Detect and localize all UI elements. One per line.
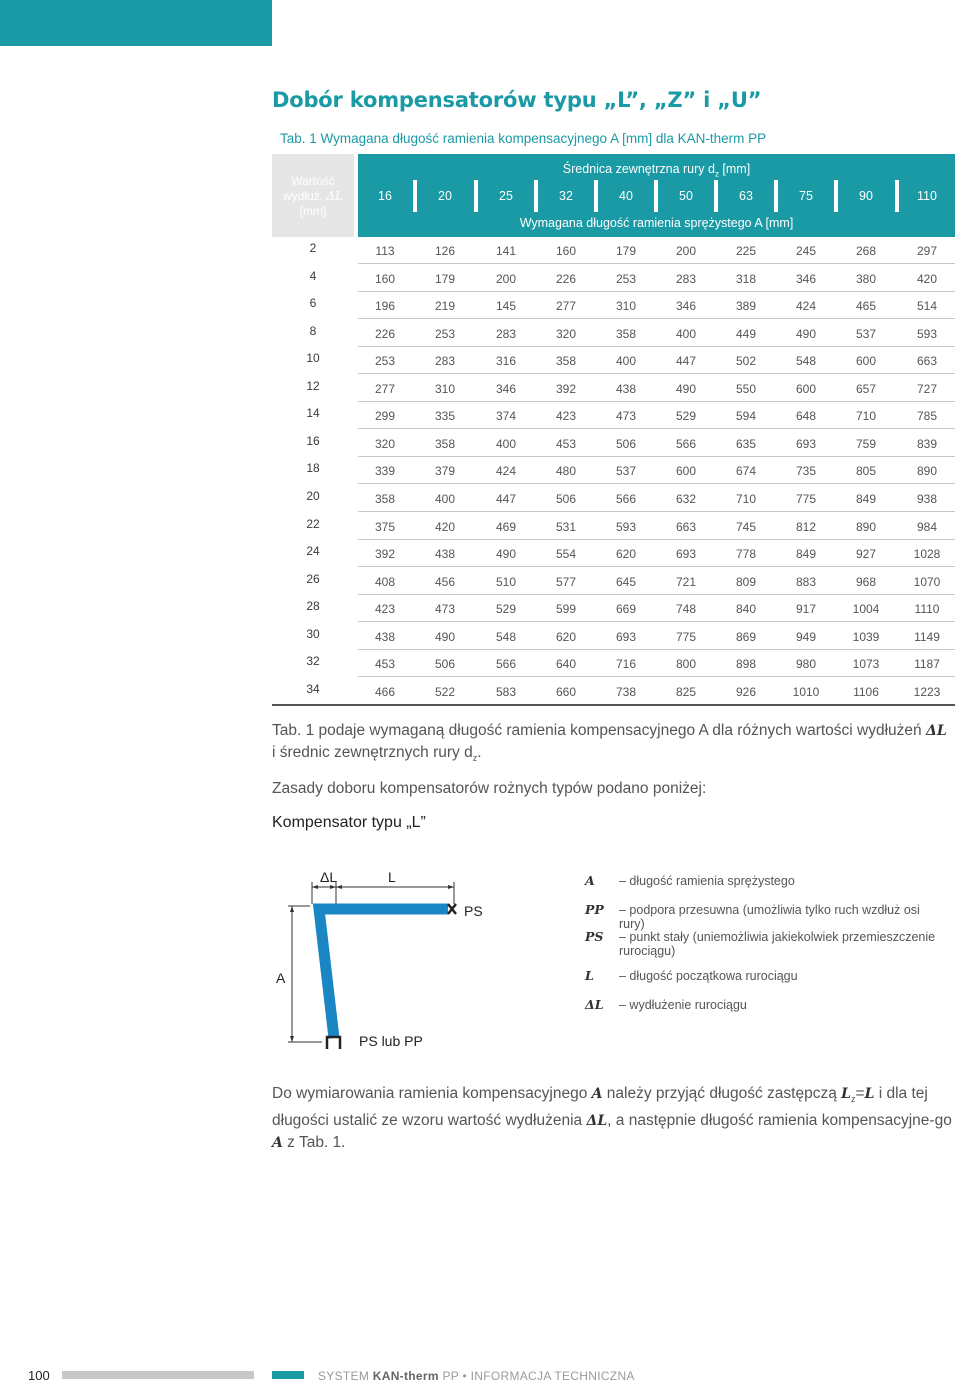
table-cell: 490 (434, 629, 456, 644)
row-header-line2: wydłuż. ΔL (283, 189, 343, 203)
table-cell: 840 (735, 602, 757, 617)
page-number: 100 (28, 1368, 50, 1383)
table-cell: 735 (795, 464, 817, 479)
row-label: 4 (309, 268, 317, 283)
footer-text: SYSTEM KAN-therm PP • INFORMACJA TECHNICZNA (318, 1369, 635, 1383)
table-cell: 420 (434, 519, 456, 534)
table-cell: 200 (495, 271, 517, 286)
table-cell: 253 (615, 271, 637, 286)
table-cell: 583 (495, 684, 517, 699)
table-cell: 721 (675, 574, 697, 589)
legend-item (585, 930, 955, 960)
row-divider (358, 621, 955, 622)
table-cell: 310 (615, 299, 637, 314)
table-cell: 620 (615, 547, 637, 562)
table-cell: 473 (615, 409, 637, 424)
row-divider (358, 649, 955, 650)
table-cell: 800 (675, 657, 697, 672)
table-cell: 663 (675, 519, 697, 534)
table-cell: 1010 (792, 684, 820, 699)
table-cell: 632 (675, 491, 697, 506)
table-cell: 635 (735, 436, 757, 451)
table-cell: 318 (735, 271, 757, 286)
footer-gray-bar (62, 1371, 254, 1379)
row-divider (358, 566, 955, 567)
table-cell: 179 (615, 244, 637, 258)
l-compensator-diagram (272, 860, 572, 1060)
table-cell: 316 (495, 354, 517, 369)
header-separator (834, 180, 838, 212)
table-cell: 438 (434, 547, 456, 562)
table-cell: 480 (555, 464, 577, 479)
row-divider (358, 483, 955, 484)
table-cell: 1223 (913, 684, 941, 699)
table-cell: 968 (855, 574, 877, 589)
header-separator (774, 180, 778, 212)
table-cell: 1149 (914, 629, 940, 644)
table-cell: 898 (735, 657, 757, 672)
arm-length-header: Wymagana długość ramienia sprężystego A [mm] (519, 216, 794, 230)
table-cell: 456 (434, 574, 456, 589)
table-cell: 514 (916, 299, 938, 314)
table-cell: 645 (615, 574, 637, 589)
row-divider (358, 456, 955, 457)
table-cell: 600 (855, 354, 877, 369)
table-cell: 423 (374, 602, 396, 617)
row-divider (358, 428, 955, 429)
table-cell: 277 (555, 299, 577, 314)
table-cell: 599 (555, 602, 577, 617)
table-cell: 812 (795, 519, 817, 534)
legend-symbol: L (585, 968, 594, 983)
header-separator (534, 180, 538, 212)
table-cell: 253 (374, 354, 396, 369)
table-cell: 660 (555, 684, 577, 699)
table-cell: 693 (675, 547, 697, 562)
page-title: Dobór kompensatorów typu „L”, „Z” i „U” (272, 88, 762, 112)
table-cell: 537 (615, 464, 637, 479)
table-cell: 593 (615, 519, 637, 534)
legend-item (585, 969, 955, 999)
table-cell: 299 (374, 409, 396, 424)
paragraph-2: Zasady doboru kompensatorów rożnych typów podano poniżej: (272, 780, 707, 797)
table-cell: 283 (434, 354, 456, 369)
table-cell: 400 (495, 436, 517, 451)
row-label: 16 (306, 433, 320, 448)
table-cell: 890 (916, 464, 938, 479)
table-cell: 657 (855, 381, 877, 396)
row-divider (358, 511, 955, 512)
legend-item (585, 998, 955, 1028)
table-cell: 529 (675, 409, 697, 424)
table-cell: 490 (795, 326, 817, 341)
label-ps-lub-pp: PS lub PP (359, 1033, 423, 1049)
table-cell: 473 (434, 602, 456, 617)
table-cell: 938 (916, 491, 938, 506)
table-cell: 358 (615, 326, 637, 341)
table-cell: 869 (735, 629, 757, 644)
table-cell: 408 (374, 574, 396, 589)
table-cell: 141 (495, 244, 517, 258)
table-cell: 529 (495, 602, 517, 617)
table-cell: 438 (615, 381, 637, 396)
table-cell: 339 (374, 464, 396, 479)
table-cell: 984 (916, 519, 938, 534)
row-label: 6 (309, 296, 317, 311)
table-cell: 785 (916, 409, 938, 424)
table-cell: 759 (855, 436, 877, 451)
row-divider (358, 318, 955, 319)
table-cell: 126 (434, 244, 456, 258)
table-cell: 506 (615, 436, 637, 451)
table-cell: 253 (434, 326, 456, 341)
table-cell: 200 (675, 244, 697, 258)
table-cell: 648 (795, 409, 817, 424)
table-cell: 593 (916, 326, 938, 341)
table-cell: 424 (495, 464, 517, 479)
table-cell: 883 (795, 574, 817, 589)
corner-accent-block (0, 0, 272, 46)
table-cell: 145 (495, 299, 517, 314)
row-label: 8 (309, 323, 317, 338)
table-cell: 297 (916, 244, 938, 258)
legend-item (585, 874, 955, 904)
table-cell: 179 (434, 271, 456, 286)
table-cell: 600 (795, 381, 817, 396)
legend-text: – długość ramienia sprężystego (619, 874, 795, 888)
legend-symbol: PS (585, 929, 604, 944)
header-separator (714, 180, 718, 212)
diameter-label-6: 63 (739, 189, 753, 203)
diameter-header: Średnica zewnętrzna rury $d_z$ [mm] (562, 162, 751, 179)
table-cell: 277 (374, 381, 396, 396)
table-cell: 775 (795, 491, 817, 506)
table-cell: 160 (555, 244, 577, 258)
table-cell: 1110 (914, 602, 940, 617)
table-cell: 522 (434, 684, 456, 699)
row-label: 14 (306, 406, 320, 421)
table-cell: 669 (615, 602, 637, 617)
table-cell: 160 (374, 271, 396, 286)
table-cell: 346 (495, 381, 517, 396)
table-cell: 727 (916, 381, 938, 396)
table-cell: 268 (855, 244, 877, 258)
table-cell: 778 (735, 547, 757, 562)
row-divider (358, 676, 955, 677)
table-cell: 379 (434, 464, 456, 479)
label-a: A (276, 970, 286, 986)
table-cell: 245 (795, 244, 817, 258)
table-cell: 825 (675, 684, 697, 699)
table-cell: 320 (555, 326, 577, 341)
diameter-label-3: 32 (559, 189, 573, 203)
table-cell: 550 (735, 381, 757, 396)
table-cell: 358 (434, 436, 456, 451)
legend-text: – długość początkowa rurociągu (619, 969, 798, 983)
diameter-label-0: 16 (378, 189, 392, 203)
table-cell: 400 (434, 491, 456, 506)
table-cell: 849 (855, 491, 877, 506)
table-cell: 225 (735, 244, 757, 258)
row-label: 28 (306, 599, 320, 614)
table-cell: 566 (675, 436, 697, 451)
diameter-label-2: 25 (499, 189, 513, 203)
table-cell: 594 (735, 409, 757, 424)
table-cell: 380 (855, 271, 877, 286)
table-cell: 531 (555, 519, 577, 534)
table-cell: 716 (615, 657, 637, 672)
table-cell: 674 (735, 464, 757, 479)
table-cell: 453 (374, 657, 396, 672)
table-cell: 400 (615, 354, 637, 369)
table-cell: 693 (795, 436, 817, 451)
table-cell: 1004 (852, 602, 880, 617)
table-cell: 453 (555, 436, 577, 451)
row-header-line3: [mm] (299, 204, 327, 218)
table-cell: 374 (495, 409, 517, 424)
table-column-header (358, 154, 955, 237)
header-separator (594, 180, 598, 212)
legend-item (585, 903, 955, 933)
table-cell: 358 (555, 354, 577, 369)
table-cell: 1106 (853, 684, 879, 699)
label-l: L (388, 869, 396, 885)
diameter-label-8: 90 (859, 189, 873, 203)
row-label: 34 (306, 681, 320, 696)
row-label: 10 (306, 351, 320, 366)
table-cell: 283 (675, 271, 697, 286)
table-cell: 310 (434, 381, 456, 396)
table-cell: 196 (374, 299, 396, 314)
table-cell: 710 (855, 409, 877, 424)
table-cell: 1028 (913, 547, 941, 562)
table-cell: 465 (855, 299, 877, 314)
table-cell: 738 (615, 684, 637, 699)
row-divider (358, 594, 955, 595)
diameter-label-9: 110 (917, 189, 937, 203)
table-cell: 447 (495, 491, 517, 506)
diameter-label-7: 75 (799, 189, 813, 203)
diameter-label-4: 40 (619, 189, 633, 203)
legend-text: – punkt stały (uniemożliwia jakiekolwiek przemieszczenie rurociągu) (619, 930, 936, 958)
table-cell: 805 (855, 464, 877, 479)
legend-text: – podpora przesuwna (umożliwia tylko ruch wzdłuż osi rury) (619, 903, 920, 931)
table-bottom-rule (272, 704, 955, 706)
table-cell: 926 (735, 684, 757, 699)
row-label: 18 (306, 461, 320, 476)
table-cell: 392 (555, 381, 577, 396)
table-cell: 375 (374, 519, 396, 534)
table-cell: 1073 (852, 657, 880, 672)
table-cell: 400 (675, 326, 697, 341)
table-cell: 283 (495, 326, 517, 341)
row-label: 2 (309, 241, 317, 255)
table-cell: 420 (916, 271, 938, 286)
table-cell: 775 (675, 629, 697, 644)
table-cell: 548 (495, 629, 517, 644)
arrow-dl-right (330, 885, 336, 889)
table-cell: 927 (855, 547, 877, 562)
table-cell: 566 (615, 491, 637, 506)
table-cell: 1039 (852, 629, 880, 644)
table-cell: 346 (795, 271, 817, 286)
table-cell: 839 (916, 436, 938, 451)
table-cell: 490 (675, 381, 697, 396)
row-label: 20 (306, 488, 320, 503)
table-cell: 748 (675, 602, 697, 617)
row-label: 12 (306, 378, 320, 393)
table-cell: 849 (795, 547, 817, 562)
row-divider (358, 291, 955, 292)
table-cell: 320 (374, 436, 396, 451)
table-cell: 663 (916, 354, 938, 369)
table-cell: 693 (615, 629, 637, 644)
row-label: 32 (306, 654, 320, 669)
table-cell: 449 (735, 326, 757, 341)
table-cell: 469 (495, 519, 517, 534)
row-label: 26 (306, 571, 320, 586)
table-cell: 809 (735, 574, 757, 589)
table-cell: 358 (374, 491, 396, 506)
header-separator (413, 180, 417, 212)
table-cell: 226 (555, 271, 577, 286)
table-cell: 917 (795, 602, 817, 617)
row-label: 22 (306, 516, 320, 531)
header-separator (895, 180, 899, 212)
table-cell: 447 (675, 354, 697, 369)
header-separator (654, 180, 658, 212)
paragraph-1: Tab. 1 podaje wymaganą długość ramienia kompensacyjnego A dla różnych wartości wydłużeń ΔL i średnic zewnętrznych rury $d_z$. (272, 722, 947, 764)
table-cell: 537 (855, 326, 877, 341)
table-cell: 510 (495, 574, 517, 589)
table-cell: 980 (795, 657, 817, 672)
row-header-line1: Wartość (291, 174, 335, 188)
table-cell: 502 (735, 354, 757, 369)
table-cell: 226 (374, 326, 396, 341)
row-divider (358, 539, 955, 540)
row-label: 24 (306, 544, 320, 559)
arrow-l-right (448, 885, 454, 889)
table-cell: 490 (495, 547, 517, 562)
table-cell: 466 (374, 684, 396, 699)
diameter-label-1: 20 (438, 189, 452, 203)
table-cell: 389 (735, 299, 757, 314)
legend-text: – wydłużenie rurociągu (619, 998, 747, 1012)
table-cell: 219 (434, 299, 456, 314)
legend-symbol: ΔL (585, 997, 604, 1012)
table-caption: Tab. 1 Wymagana długość ramienia kompensacyjnego A [mm] dla KAN-therm PP (280, 131, 767, 146)
header-separator (474, 180, 478, 212)
table-cell: 949 (795, 629, 817, 644)
row-divider (358, 263, 955, 264)
table-cell: 424 (795, 299, 817, 314)
row-divider (358, 401, 955, 402)
table-cell: 548 (795, 354, 817, 369)
arrow-a-top (290, 906, 294, 912)
row-divider (358, 346, 955, 347)
table-cell: 346 (675, 299, 697, 314)
row-header-cell (272, 154, 354, 237)
table-cell: 423 (555, 409, 577, 424)
table-cell: 1187 (914, 657, 940, 672)
legend-symbol: PP (585, 902, 604, 917)
table-cell: 392 (374, 547, 396, 562)
table-cell: 890 (855, 519, 877, 534)
table-cell: 438 (374, 629, 396, 644)
table-cell: 745 (735, 519, 757, 534)
table-cell: 600 (675, 464, 697, 479)
table-cell: 710 (735, 491, 757, 506)
arrow-a-bottom (290, 1036, 294, 1042)
table-cell: 577 (555, 574, 577, 589)
table-cell: 554 (555, 547, 577, 562)
label-ps: PS (464, 903, 483, 919)
section-heading: Kompensator typu „L” (272, 814, 426, 831)
table-cell: 620 (555, 629, 577, 644)
arrow-dl-left (312, 885, 318, 889)
table-cell: 113 (375, 244, 395, 258)
table-cell: 640 (555, 657, 577, 672)
footer-teal-bar (272, 1371, 304, 1379)
pipe-l-shape (319, 909, 448, 1038)
legend-symbol: A (585, 873, 595, 888)
row-label: 30 (306, 626, 320, 641)
row-divider (358, 373, 955, 374)
paragraph-3: Do wymiarowania ramienia kompensacyjnego A należy przyjąć długość zastępczą $L_z=L$ i dla tej długości ustalić ze wzoru wartość wydłużenia ΔL, a następnie długość ramienia kompensacyjne-go A z Tab. 1. (272, 1085, 952, 1152)
arrow-l-left (336, 885, 342, 889)
table-cell: 566 (495, 657, 517, 672)
support-icon (327, 1037, 340, 1049)
label-delta-l: ΔL (320, 869, 338, 885)
table-cell: 506 (555, 491, 577, 506)
table-cell: 335 (434, 409, 456, 424)
table-cell: 1070 (913, 574, 941, 589)
diameter-label-5: 50 (679, 189, 693, 203)
table-cell: 506 (434, 657, 456, 672)
